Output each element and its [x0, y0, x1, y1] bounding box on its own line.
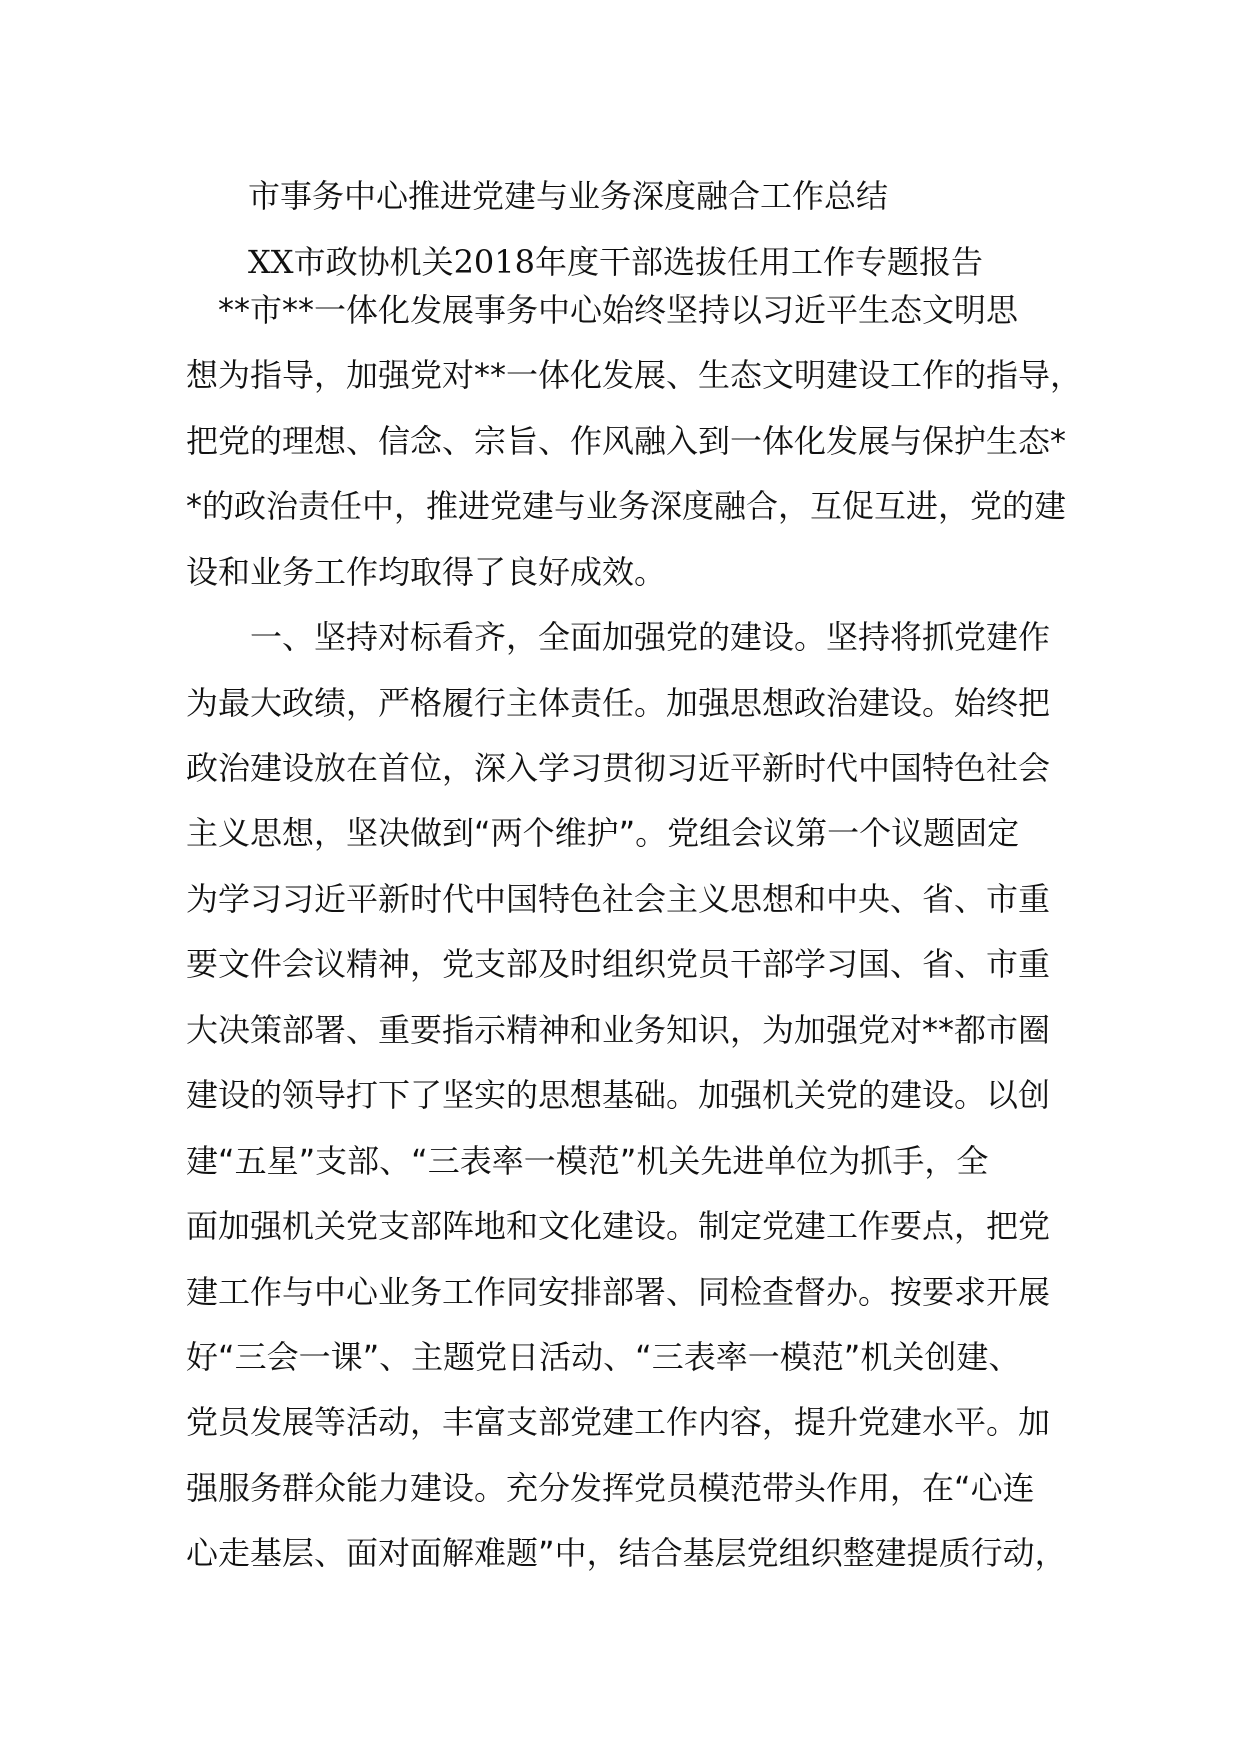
body-line: 大决策部署、重要指示精神和业务知识，为加强党对**都市圈 — [186, 1011, 1051, 1049]
body-line: 主义思想，坚决做到“两个维护”。党组会议第一个议题固定 — [186, 814, 1020, 852]
body-line: 建设的领导打下了坚实的思想基础。加强机关党的建设。以创 — [186, 1076, 1051, 1114]
body-line: 好“三会一课”、主题党日活动、“三表率一模范”机关创建、 — [186, 1338, 1021, 1376]
body-line: 为学习习近平新时代中国特色社会主义思想和中央、省、市重 — [186, 880, 1051, 918]
body-line: 面加强机关党支部阵地和文化建设。制定党建工作要点，把党 — [186, 1207, 1051, 1245]
body-line: 要文件会议精神，党支部及时组织党员干部学习国、省、市重 — [186, 945, 1051, 983]
body-line: 党员发展等活动，丰富支部党建工作内容，提升党建水平。加 — [186, 1403, 1051, 1441]
document-title: 市事务中心推进党建与业务深度融合工作总结 — [248, 177, 889, 215]
document-subtitle: XX市政协机关2018年度干部选拔任用工作专题报告 — [248, 243, 984, 281]
body-line: 建“五星”支部、“三表率一模范”机关先进单位为抓手，全 — [186, 1142, 989, 1180]
body-line: 设和业务工作均取得了良好成效。 — [186, 553, 667, 591]
body-line: 一、坚持对标看齐，全面加强党的建设。坚持将抓党建作 — [186, 618, 1051, 656]
body-line: 建工作与中心业务工作同安排部署、同检查督办。按要求开展 — [186, 1273, 1051, 1311]
body-line: **市**一体化发展事务中心始终坚持以习近平生态文明思 — [186, 291, 1019, 329]
body-line: 政治建设放在首位，深入学习贯彻习近平新时代中国特色社会 — [186, 749, 1051, 787]
body-line: 强服务群众能力建设。充分发挥党员模范带头作用，在“心连 — [186, 1469, 1035, 1507]
body-line: 为最大政绩，严格履行主体责任。加强思想政治建设。始终把 — [186, 684, 1051, 722]
body-line: 把党的理想、信念、宗旨、作风融入到一体化发展与保护生态* — [186, 422, 1067, 460]
body-line: *的政治责任中，推进党建与业务深度融合，互促互进，党的建 — [186, 487, 1067, 525]
body-line: 心走基层、面对面解难题”中，结合基层党组织整建提质行动， — [186, 1534, 1067, 1572]
body-line: 想为指导，加强党对**一体化发展、生态文明建设工作的指导， — [186, 356, 1083, 394]
